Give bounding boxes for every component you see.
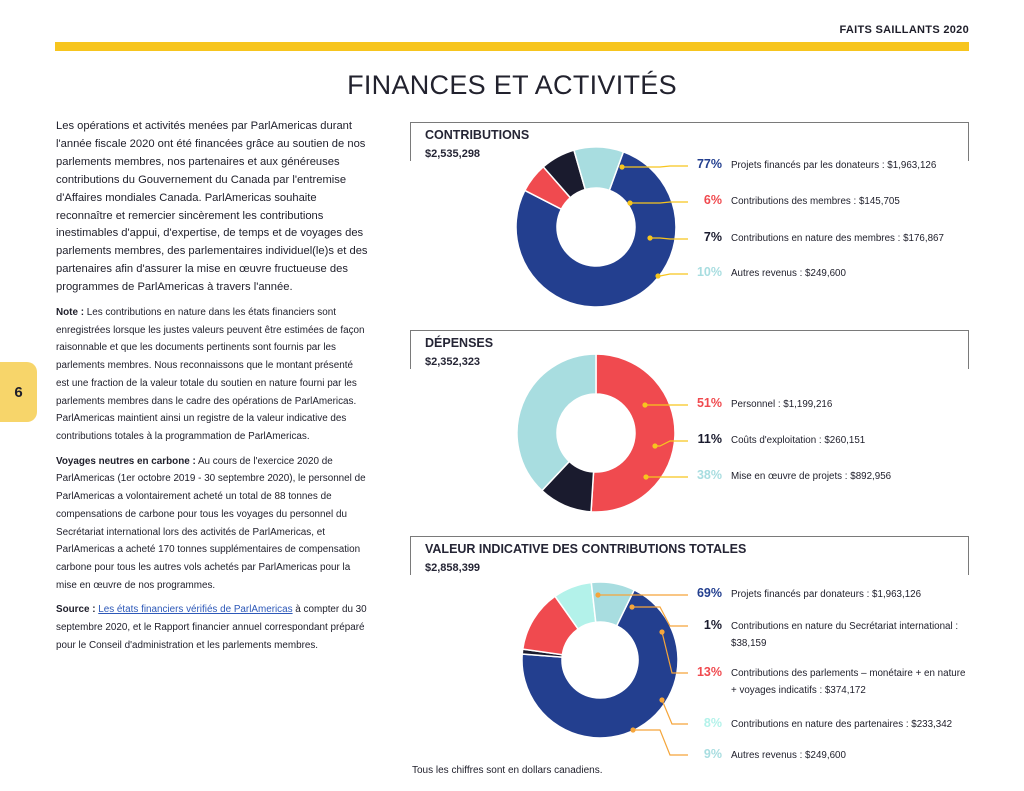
expenses-total: $2,352,323 [425,356,481,368]
leader-dot [627,200,632,205]
legend-label: Contributions en nature du Secrétariat international : $38,159 [731,621,959,649]
leader-dot [629,604,634,609]
leader-line [633,730,688,755]
legend-pct: 6% [703,193,722,207]
legend-label: Personnel : $1,199,216 [731,399,833,410]
legend-label: Coûts d'exploitation : $260,151 [731,435,866,446]
section-label: FAITS SAILLANTS 2020 [839,24,969,36]
leader-line [662,700,688,724]
leader-dot [659,629,664,634]
currency-footnote: Tous les chiffres sont en dollars canadiens. [412,765,603,776]
leader-dot [619,164,624,169]
leader-dot [630,727,635,732]
donut-slice [591,354,675,512]
legend-pct: 13% [696,665,722,679]
leader-dot [655,273,660,278]
contributions-total: $2,535,298 [425,148,481,160]
leader-dot [647,235,652,240]
leader-dot [652,443,657,448]
legend-label: Contributions des membres : $145,705 [731,196,900,207]
note-text: Les contributions en nature dans les états financiers sont enregistrées lorsque les justes valeurs peuvent être estimées de façon raisonnable et que les documents pertinents sont fournis par les parlements membres. Nous reconnaissons que le montant présenté est une fraction de la valeur totale du soutien en nature fourni par les parlements membres dans le cadre des opérations de ParlAmericas. ParlAmericas maintient ainsi un registre de la valeur indicative des contributions totales à la programmation de ParlAmericas. [56,307,365,442]
leader-dot [659,697,664,702]
legend-pct: 1% [703,618,722,632]
legend-label: Contributions en nature des partenaires : $233,342 [731,719,953,730]
legend-pct: 11% [697,432,722,446]
carbon-text: Au cours de l'exercice 2020 de ParlAmericas (1er octobre 2019 - 30 septembre 2020), le personnel de ParlAmericas a volontairement acheté un total de 88 tonnes de compensations de carbone pour tous les voyages du personnel du Secrétariat international lors des activités de ParlAmericas, et ParlAmericas a acheté 170 tonnes supplémentaires de compensation carbone pour tous les autres vols achetés par ParlAmericas pour la mise en œuvre de nos programmes. [56,455,366,591]
legend-label: Mise en œuvre de projets : $892,956 [731,471,892,482]
legend-label: Autres revenus : $249,600 [731,268,846,279]
expenses-title: DÉPENSES [425,336,494,350]
legend-pct: 77% [696,157,722,171]
carbon-label: Voyages neutres en carbone : [56,455,196,467]
source-text: à compter du 30 septembre 2020, et le Rapport financier annuel correspondant préparé pour le Conseil d'administration et les parlements membres. [56,604,367,651]
note-label: Note : [56,307,84,319]
legend-pct: 69% [696,586,722,600]
legend-pct: 7% [703,230,722,244]
legend-pct: 51% [696,396,722,410]
page-number: 6 [14,384,23,401]
indicative-value-title: VALEUR INDICATIVE DES CONTRIBUTIONS TOTALES [425,542,747,556]
legend-pct: 9% [703,747,722,761]
legend-pct: 38% [696,468,722,482]
leader-dot [642,402,647,407]
legend-label: Projets financés par les donateurs : $1,963,126 [731,160,937,171]
indicative-value-total: $2,858,399 [425,562,481,574]
contributions-title: CONTRIBUTIONS [425,128,530,142]
source-label: Source : [56,604,96,616]
legend-label: Projets financés par donateurs : $1,963,126 [731,589,922,600]
leader-line [658,274,688,276]
legend-label: Autres revenus : $249,600 [731,750,846,761]
legend-label: Contributions des parlements – monétaire + en nature + voyages indicatifs : $374,172 [731,668,966,696]
intro-paragraph: Les opérations et activités menées par ParlAmericas durant l'année fiscale 2020 ont été financées grâce au soutien de nos parlements membres, nos partenaires et aux généreuses contributions du Gouvernement du Canada par l'entremise d'Affaires mondiales Canada. ParlAmericas souhaite reconnaître et remercier sincèrement les contributions inestimables d'appui, d'expertise, de temps et de voyages des parlements membres, des parlementaires individuel(le)s et des partenaires afin d'assurer la mise en œuvre fructueuse des programmes de ParlAmericas à travers l'année. [56,120,368,294]
legend-pct: 10% [696,265,722,279]
financial-statements-link[interactable]: Les états financiers vérifiés de ParlAmericas [98,604,293,616]
leader-dot [643,474,648,479]
legend-pct: 8% [703,716,722,730]
legend-label: Contributions en nature des membres : $176,867 [731,233,944,244]
leader-dot [595,592,600,597]
page-title: FINANCES ET ACTIVITÉS [347,70,677,100]
